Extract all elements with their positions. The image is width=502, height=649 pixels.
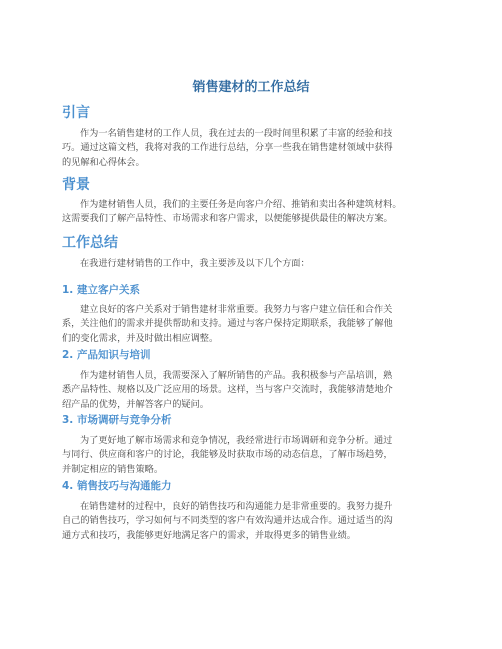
item-1-heading: 1. 建立客户关系: [62, 284, 140, 296]
item-4-paragraph: [62, 500, 446, 543]
item-4-line: 在销售建材的过程中，良好的销售技巧和沟通能力是非常重要的。我努力提升: [80, 501, 393, 512]
item-3-line: 并制定相应的销售策略。: [62, 463, 164, 475]
item-1-line: 系，关注他们的需求并提供帮助和支持。通过与客户保持定期联系，我能够了解他: [62, 318, 393, 330]
item-2-line: 悉产品特性、规格以及广泛应用的场景。这样，当与客户交流时，我能够清楚地介: [62, 384, 393, 396]
item-3-paragraph: [62, 434, 446, 477]
item-1-line: 们的变化需求，并及时做出相应调整。: [62, 332, 219, 344]
intro-line: 的见解和心得体会。: [62, 156, 145, 168]
document-title: 销售建材的工作总结: [192, 80, 310, 95]
background-line: 这需要我们了解产品特性、市场需求和客户需求，以便能够提供最佳的解决方案。: [62, 213, 393, 225]
background-heading: 背景: [62, 177, 90, 193]
summary-paragraph: [62, 257, 446, 271]
item-4-line: 通方式和技巧，我能够更好地满足客户的需求，并取得更多的销售业绩。: [62, 529, 356, 541]
background-line: 作为建材销售人员，我们的主要任务是向客户介绍、推销和卖出各种建筑材料。: [80, 199, 402, 210]
background-paragraph: [62, 198, 446, 227]
item-4-heading: 4. 销售技巧与沟通能力: [62, 480, 172, 492]
item-4-line: 自己的销售技巧，学习如何与不同类型的客户有效沟通并达成合作。通过适当的沟: [62, 515, 393, 527]
item-2-heading: 2. 产品知识与培训: [62, 349, 151, 361]
summary-line: 在我进行建材销售的工作中，我主要涉及以下几个方面：: [80, 258, 310, 269]
intro-paragraph: [62, 127, 446, 170]
item-3-heading: 3. 市场调研与竞争分析: [62, 414, 172, 426]
item-3-line: 与同行、供应商和客户的讨论，我能够及时获取市场的动态信息，了解市场趋势，: [62, 449, 393, 461]
item-2-line: 作为建材销售人员，我需要深入了解所销售的产品。我积极参与产品培训，熟: [80, 370, 393, 381]
item-3-line: 为了更好地了解市场需求和竞争情况，我经常进行市场调研和竞争分析。通过: [80, 435, 393, 446]
item-2-line: 绍产品的优势，并解答客户的疑问。: [62, 398, 209, 410]
item-1-paragraph: [62, 303, 446, 346]
item-2-paragraph: [62, 369, 446, 412]
intro-line: 巧。通过这篇文档，我将对我的工作进行总结，分享一些我在销售建材领域中获得: [62, 142, 393, 154]
intro-heading: 引言: [62, 105, 90, 121]
summary-heading: 工作总结: [62, 235, 118, 251]
item-1-line: 建立良好的客户关系对于销售建材非常重要。我努力与客户建立信任和合作关: [80, 304, 393, 315]
intro-line: 作为一名销售建材的工作人员，我在过去的一段时间里积累了丰富的经验和技: [80, 128, 393, 139]
